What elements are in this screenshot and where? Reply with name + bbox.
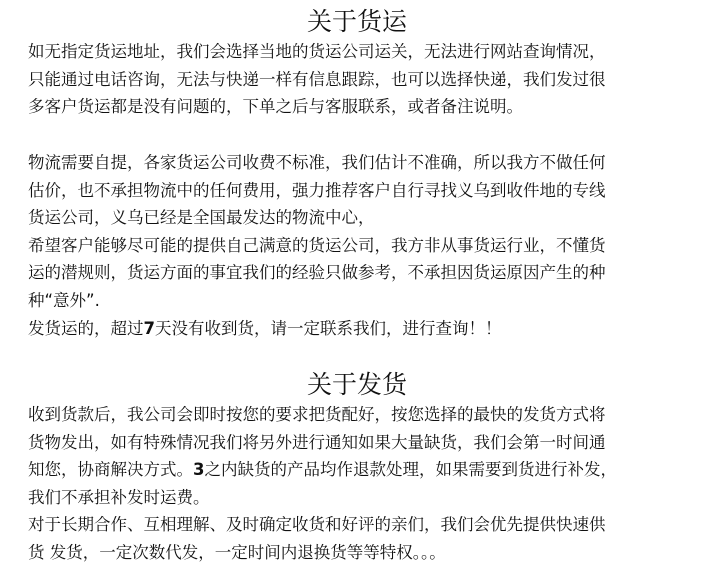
text-line: 我们不承担补发时运费。 — [28, 487, 210, 507]
text-line: 货 发货，一定次数代发，一定时间内退换货等等特权。。。 — [28, 542, 446, 562]
paragraph-logistics-notes — [0, 149, 702, 342]
text-line: 对于长期合作、互相理解、及时确定收货和好评的亲们，我们会优先提供快速供 — [28, 515, 606, 535]
section-title-delivery: 关于发货 — [306, 370, 407, 399]
text-line: 估价，也不承担物流中的任何费用，强力推荐客户自行寻找义乌到收件地的专线 — [28, 180, 606, 200]
text-line: 只能通过电话咨询，无法与快递一样有信息跟踪，也可以选择快递，我们发过很 — [28, 69, 606, 89]
text-line: 货运公司，义乌已经是全国最发达的物流中心， — [28, 208, 375, 228]
text-line: 希望客户能够尽可能的提供自己满意的货运公司，我方非从事货运行业，不懂货 — [28, 235, 606, 255]
text-line: 知您，协商解决方式。3之内缺货的产品均作退款处理，如果需要到货进行补发， — [28, 460, 617, 480]
text-line: 种“意外”. — [28, 290, 100, 310]
text-line: 多客户货运都是没有问题的，下单之后与客服联系，或者备注说明。 — [28, 97, 523, 117]
text-line: 物流需要自提，各家货运公司收费不标准，我们估计不准确，所以我方不做任何 — [28, 153, 606, 172]
section-title-shipping: 关于货运 — [306, 7, 407, 36]
paragraph-shipping-address — [0, 38, 702, 121]
text-line: 收到货款后，我公司会即时按您的要求把货配好，按您选择的最快的发货方式将 — [28, 405, 606, 424]
text-line: 发货运的，超过7天没有收到货，请一定联系我们，进行查询！！ — [28, 318, 502, 338]
paragraph-delivery-notes — [0, 401, 702, 567]
text-line: 如无指定货运地址，我们会选择当地的货运公司运关，无法进行网站查询情况， — [28, 42, 606, 61]
text-line: 货物发出，如有特殊情况我们将另外进行通知如果大量缺货，我们会第一时间通 — [28, 432, 606, 452]
text-line: 运的潜规则，货运方面的事宜我们的经验只做参考，不承担因货运原因产生的种 — [28, 263, 606, 283]
